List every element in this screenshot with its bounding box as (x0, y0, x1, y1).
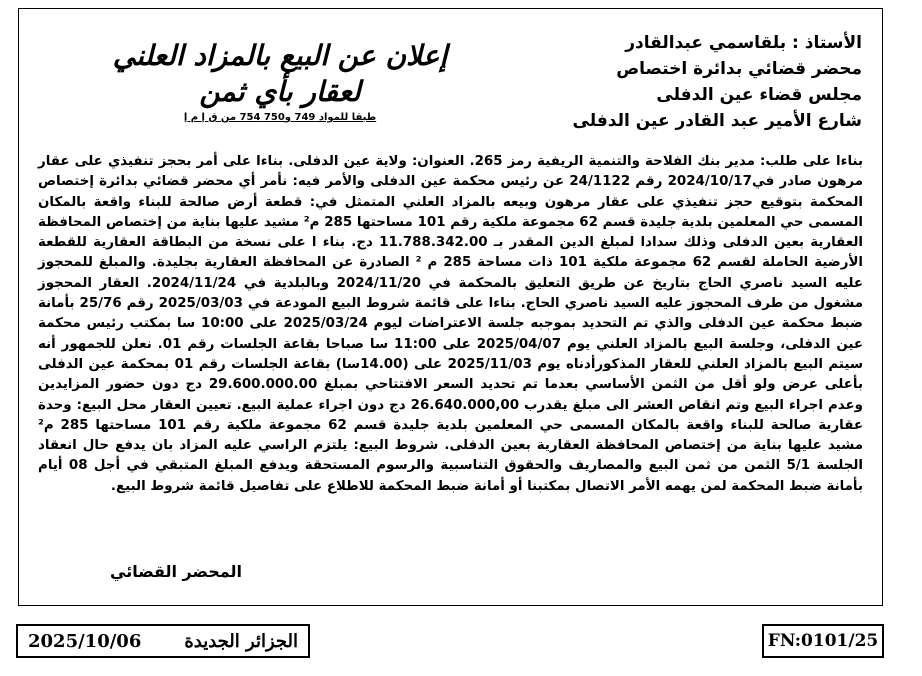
announcement-title-block (100, 38, 460, 123)
bailiff-header (532, 30, 862, 134)
bailiff-jurisdiction: محضر قضائي بدائرة اختصاص (616, 59, 862, 79)
newspaper-name: الجزائر الجديدة (184, 630, 298, 652)
legal-reference: طبقا للمواد 749 و750 754 من ق إ م إ (183, 112, 377, 123)
file-number: FN:0101/25 (767, 631, 879, 651)
file-number-box (762, 624, 884, 658)
announcement-subtitle-title: لعقار بأي ثمن (199, 75, 361, 108)
announcement-body: بناءا على طلب: مدير بنك الفلاحة والتنمية الريفية رمز 265. العنوان: ولاية عين الدفلى. بناءا على أمر بحجز تنفيذي على عقار مرهون صادر في2024/10/17 رقم 24/1122 عن رئيس محكمة عين الدفلى والأمر فيه: نأمر أي محضر قضائي بدائرة إختصاص المحكمة بتوقيع حجز تنفيذي على عقار مرهون وبيعه بالمزاد العلني المتمثل في: قطعة أرض صالحة للبناء واقعة بالمكان المسمى حي المعلمين بلدية جليدة قسم 62 مجموعة ملكية رقم 101 مساحتها 285 م² مشيد عليها بناية من إختصاص المحافظة العقارية بعين الدفلى وذلك سدادا لمبلغ الدين المقدر بـ 11.788.342.00 دج. بناء ا على نسخة من البطاقة العقارية للقطعة الأرضية الحاملة لقسم 62 مجموعة ملكية 101 ذات مساحة 285 م ² الصادرة عن المحافظة العقارية بجليدة. والمبلغ للمحجوز عليه السيد ناصري الحاج بتاريخ عن طريق التعليق بالمحكمة في 2024/11/20 وبالبلدية في 2024/11/24. العقار المحجوز مشغول من طرف المحجوز عليه السيد ناصري الحاج. بناءا على قائمة شروط البيع المودعة في 2025/03/03 رقم 25/76 بأمانة ضبط محكمة عين الدفلى والذي تم التحديد بموجبه جلسة الاعتراضات ليوم 2025/03/24 على 10:00 سا بمكتب رئيس محكمة عين الدفلى، وجلسة البيع بالمزاد العلني يوم 2025/04/07 على 11:00 سا صباحا بقاعة الجلسات رقم 01. نعلن للجمهور أنه سيتم البيع بالمزاد العلني للعقار المذكورأدناه يوم 2025/11/03 على (14.00سا) بقاعة الجلسات رقم 01 بمحكمة عين الدفلى بأعلى عرض ولو أقل من الثمن الأساسي بعدما تم تحديد السعر الافتتاحي بمبلغ 29.600.000.00 دج دون حضور المزايدين وعدم اجراء البيع وتم انقاص العشر الى مبلغ يقدرب 26.640.000,00 دج دون اجراء عملية البيع. تعيين العقار محل البيع: وحدة عقارية صالحة للبناء واقعة بالمكان المسمى حي المعلمين بلدية جليدة قسم 62 مجموعة ملكية رقم 101 مساحتها 285 م² مشيد عليها بناية من إختصاص المحافظة العقارية بعين الدفلى. شروط البيع: يلتزم الراسي عليه المزاد بان يدفع حال انعقاد الجلسة 5/1 الثمن من ثمن البيع والمصاريف والحقوق التناسبية والرسوم المستحقة ويدفع المبلغ المتبقي في أجل 08 أيام بأمانة ضبط المحكمة لمن يهمه الأمر الاتصال بمكتبنا أو أمانة ضبط المحكمة للاطلاع على تفاصيل قائمة شروط البيع. (38, 154, 864, 494)
newspaper-box (16, 624, 310, 658)
bailiff-address: شارع الأمير عبد القادر عين الدفلى (572, 111, 862, 131)
announcement-title: إعلان عن البيع بالمزاد العلني (112, 39, 448, 72)
signature: المحضر القضائي (110, 562, 243, 581)
bailiff-name: الأستاذ : بلقاسمي عبدالقادر (625, 33, 862, 53)
bailiff-council: مجلس قضاء عين الدفلى (656, 85, 862, 105)
publication-date: 2025/10/06 (28, 630, 142, 652)
